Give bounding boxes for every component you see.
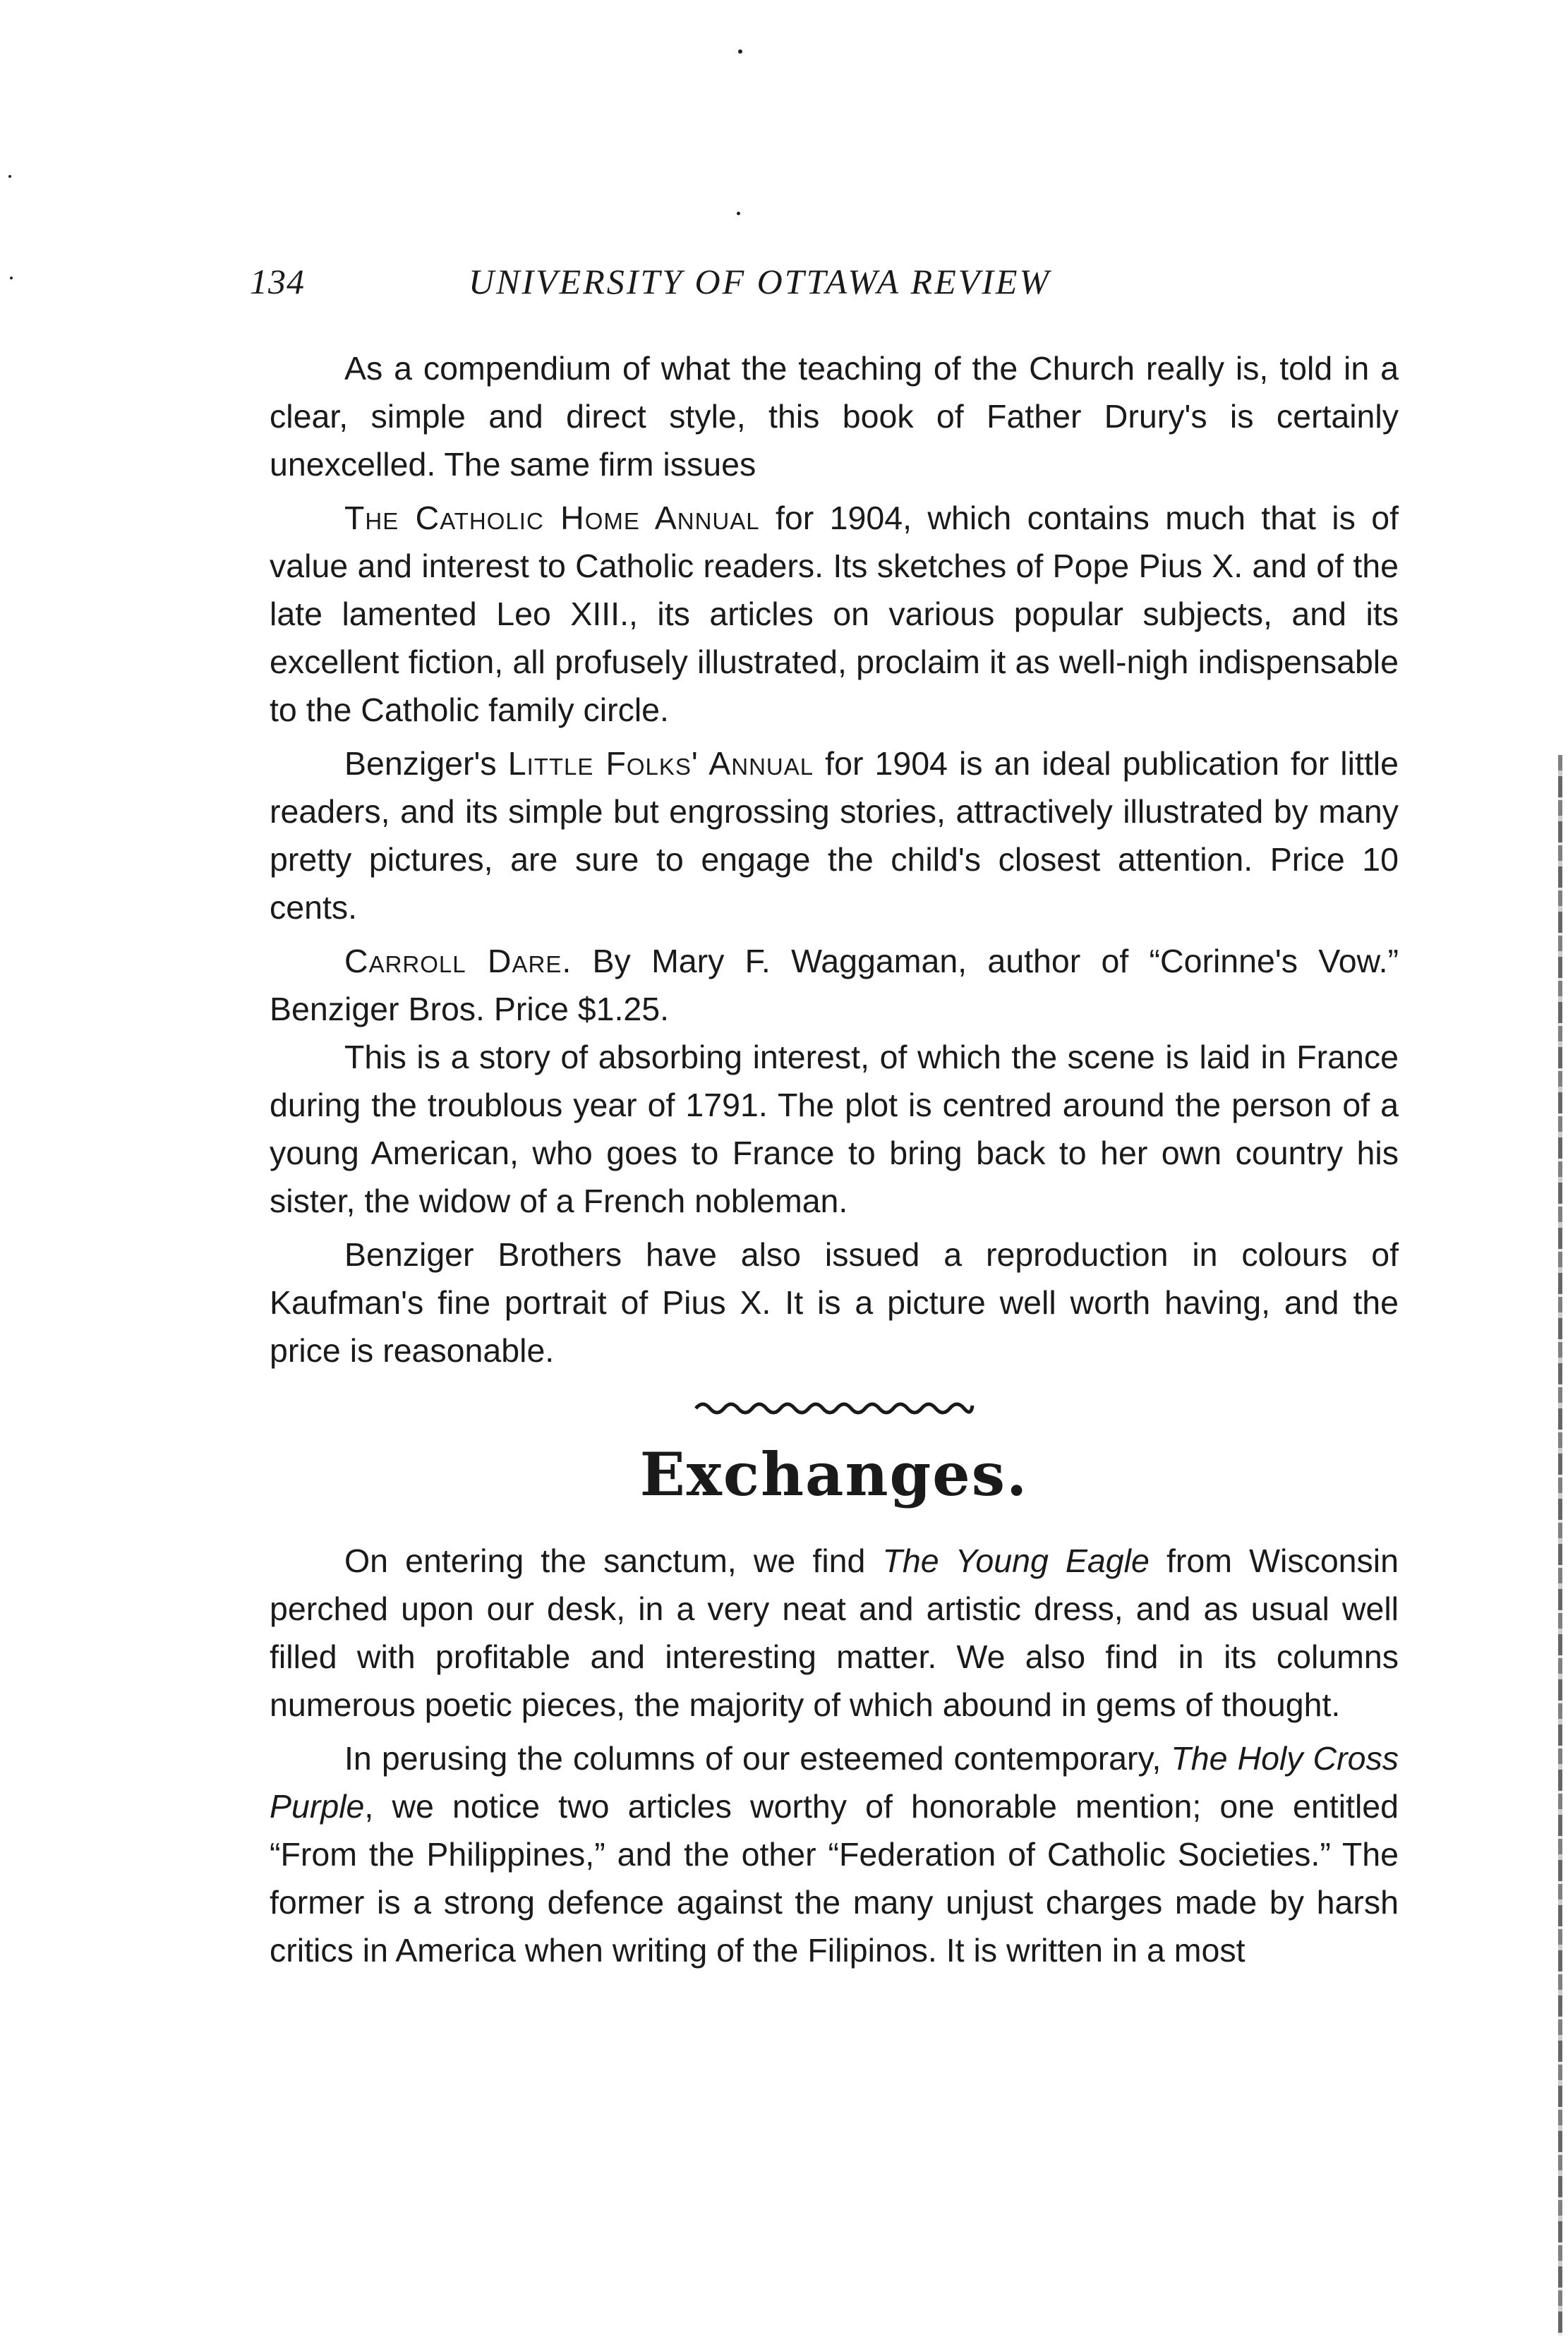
book-title-home-annual: The Catholic Home Annual <box>344 500 760 536</box>
paragraph-story: This is a story of absorbing interest, of which the scene is laid in France during the troublous year of 1791. The plot is centred around the person of a young American, who goes to France to bring back to her own country his sister, the widow of a French nobleman. <box>270 1039 1399 1219</box>
section-title-exchanges: Exchanges. <box>639 1439 1029 1509</box>
text-column <box>270 344 1399 1974</box>
periodical-title-holy-cross: The Holy Cross Purple <box>270 1740 1399 1825</box>
paragraph-compendium: As a compendium of what the teaching of the Church really is, told in a clear, simple and direct style, this book of Father Drury's is certainly unexcelled. The same firm issues <box>270 350 1399 483</box>
paragraph-little-folks <box>270 739 1399 931</box>
paragraph-holy-cross <box>270 1734 1399 1974</box>
ink-speck <box>738 49 742 54</box>
book-title-little-folks: Little Folks' Annual <box>507 745 814 782</box>
running-head: UNIVERSITY OF OTTAWA REVIEW <box>469 262 1051 301</box>
paragraph-holy-cross-text: , we notice two articles worthy of honorable mention; one entitled “From the Philippines,” and the other “Federation of Catholic Societies.” The former is a strong defence against the many unjust charges made by harsh critics in America when writing of the Filipinos. It is written in a most <box>270 1788 1399 1969</box>
book-title-carroll-dare: Carroll Dare. <box>344 943 572 979</box>
paragraph-young-eagle-text: from Wisconsin perched upon our desk, in a very neat and artistic dress, and as usual well filled with profitable and interesting matter. We also find in its columns numerous poetic pieces, the majority of which abound in gems of thought. <box>270 1542 1399 1723</box>
scan-edge-shadow <box>1558 755 1562 2336</box>
paragraph-little-folks-text: for 1904 is an ideal publication for little readers, and its simple but engrossing stories, attractively illustrated by many pretty pictures, are sure to engage the child's closest attention. Price 10 cents. <box>270 745 1399 926</box>
paragraph-holy-cross-lead: In perusing the columns of our esteemed contemporary, <box>344 1740 1171 1777</box>
paragraph-portrait: Benziger Brothers have also issued a reproduction in colours of Kaufman's fine portrait of Pius X. It is a picture well worth having, and the price is reasonable. <box>270 1236 1399 1369</box>
periodical-title-young-eagle: The Young Eagle <box>882 1542 1150 1579</box>
page-number: 134 <box>250 262 305 301</box>
paragraph-young-eagle-lead: On entering the sanctum, we find <box>344 1542 883 1579</box>
paragraph-carroll-dare-text: By Mary F. Waggaman, author of “Corinne's Vow.” Benziger Bros. Price $1.25. <box>270 943 1399 1027</box>
paragraph-home-annual-text: for 1904, which contains much that is of value and interest to Catholic readers. Its sketches of Pope Pius X. and of the late lamented Leo XIII., its articles on various popular subjects, and its excellent fiction, all profusely illustrated, proclaim it as well-nigh indispensable to the Catholic family circle. <box>270 500 1399 728</box>
paragraph-young-eagle <box>270 1537 1399 1729</box>
ink-speck <box>8 175 11 178</box>
ink-speck <box>10 277 13 279</box>
ink-speck <box>737 212 740 215</box>
page-header <box>250 261 1400 318</box>
paragraph-little-folks-lead: Benziger's <box>344 745 508 782</box>
paragraph-home-annual <box>270 494 1399 734</box>
paragraph-carroll-dare <box>270 937 1399 1033</box>
wavy-divider <box>693 1396 975 1417</box>
